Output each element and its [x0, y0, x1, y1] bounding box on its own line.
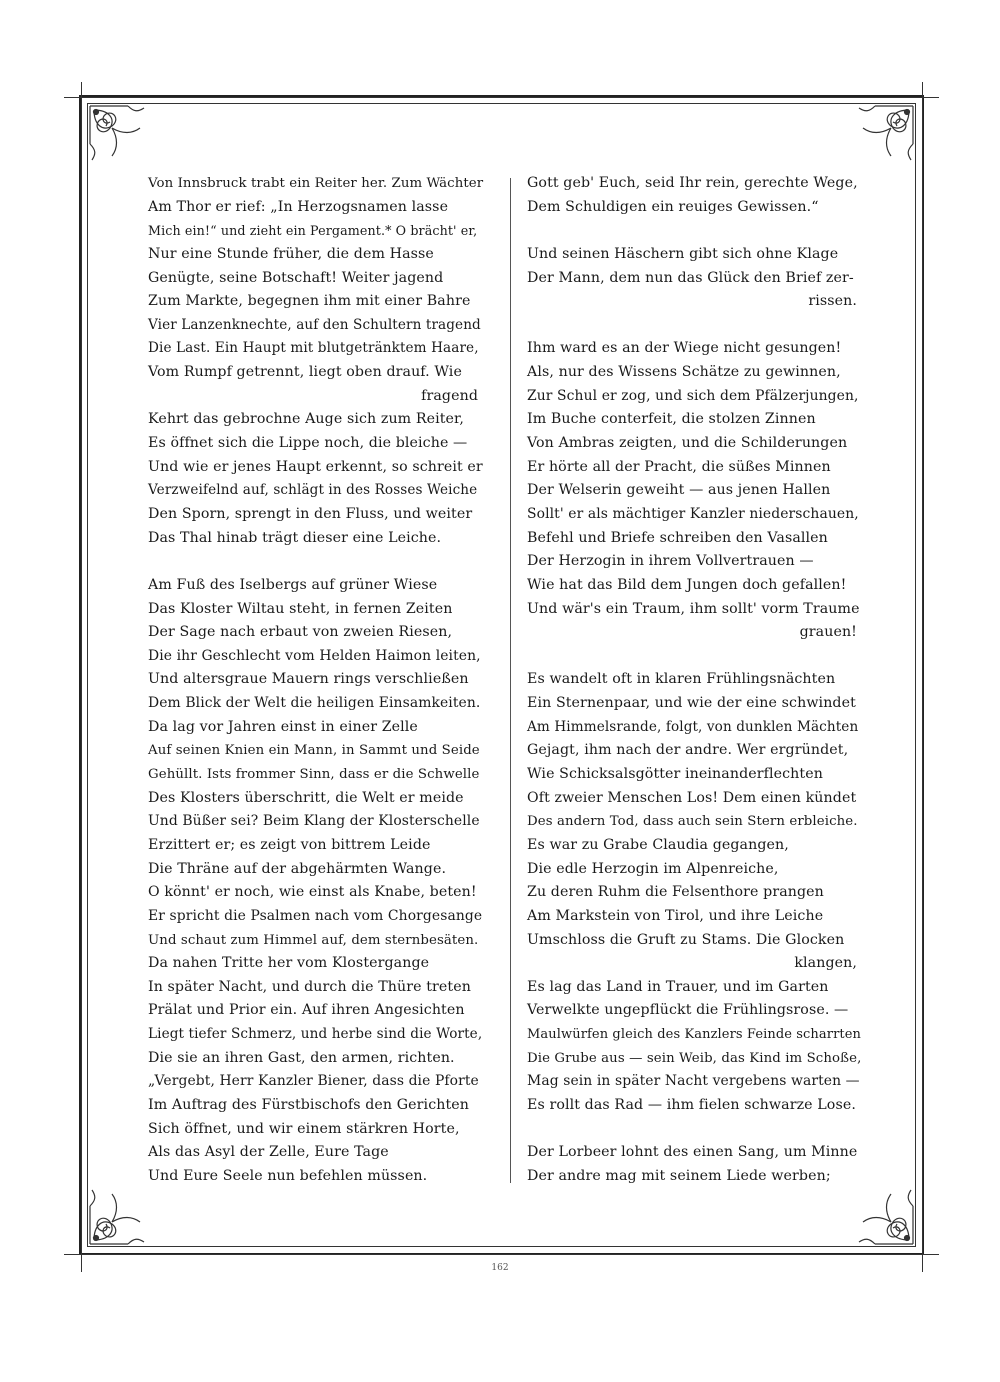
border-top-extension	[64, 97, 939, 98]
verse-line: Umschloss die Gruft zu Stams. Die Glocken	[527, 931, 845, 948]
verse-line: Der Herzogin in ihrem Vollvertrauen —	[527, 553, 814, 570]
verse-line: O könnt' er noch, wie einst als Knabe, beten!	[148, 884, 477, 901]
verse-line: Und wie er jenes Haupt erkennt, so schreit er	[148, 458, 483, 475]
verse-line: grauen!	[799, 624, 857, 641]
verse-line: Liegt tiefer Schmerz, und herbe sind die Worte,	[148, 1026, 483, 1043]
verse-line: Der andre mag mit seinem Liede werben;	[527, 1167, 831, 1184]
stanza-gap	[148, 550, 478, 574]
verse-line: Die edle Herzogin im Alpenreiche,	[527, 860, 779, 877]
verse-line: Im Buche conterfeit, die stolzen Zinnen	[527, 411, 816, 428]
verse-line: Dem Blick der Welt die heiligen Einsamkeiten.	[148, 695, 481, 712]
verse-line: Es rollt das Rad — ihm fielen schwarze Lose.	[527, 1096, 856, 1113]
column-divider	[510, 178, 511, 1183]
verse-line: Oft zweier Menschen Los! Dem einen kündet	[527, 789, 857, 806]
stanza-gap	[527, 645, 857, 669]
verse-line: Es lag das Land in Trauer, und im Garten	[527, 978, 829, 995]
verse-line: Zur Schul er zog, und sich dem Pfälzerjungen,	[527, 387, 859, 404]
verse-line: In später Nacht, und durch die Thüre treten	[148, 978, 471, 995]
verse-line: Verwelkte ungepflückt die Frühlingsrose. —	[527, 1002, 849, 1019]
verse-line: Die Thräne auf der abgehärmten Wange.	[148, 860, 447, 877]
verse-line: Mag sein in später Nacht vergebens warten —	[527, 1073, 860, 1090]
corner-ornament-top-right	[845, 104, 915, 174]
stanza-gap	[527, 1118, 857, 1142]
verse-line: Und Eure Seele nun befehlen müssen.	[148, 1167, 428, 1184]
verse-line: fragend	[421, 387, 478, 404]
stanza-gap	[527, 314, 857, 338]
verse-line: Im Auftrag des Fürstbischofs den Gerichten	[148, 1096, 470, 1113]
verse-line: Am Thor er rief: „In Herzogsnamen lasse	[148, 198, 449, 215]
verse-line: Und wär's ein Traum, ihm sollt' vorm Traume	[527, 600, 860, 617]
verse-line: Der Welserin geweiht — aus jenen Hallen	[527, 482, 831, 499]
verse-line: Er hörte all der Pracht, die süßes Minnen	[527, 458, 831, 475]
verse-line: Sich öffnet, und wir einem stärkren Horte,	[148, 1120, 460, 1137]
stanza-gap	[527, 219, 857, 243]
verse-line: Von Ambras zeigten, und die Schilderungen	[527, 435, 848, 452]
verse-line: Er spricht die Psalmen nach vom Chorgesange	[148, 907, 483, 924]
verse-line: „Vergebt, Herr Kanzler Biener, dass die Pforte	[148, 1073, 479, 1090]
verse-line: Das Thal hinab trägt dieser eine Leiche.	[148, 529, 442, 546]
verse-line: Genügte, seine Botschaft! Weiter jagend	[148, 269, 444, 286]
verse-line: Gehüllt. Ists frommer Sinn, dass er die Schwelle	[148, 767, 480, 783]
border-left-extension	[81, 82, 82, 1272]
corner-ornament-top-left	[88, 104, 158, 174]
verse-line: Da lag vor Jahren einst in einer Zelle	[148, 718, 418, 735]
verse-line: Und schaut zum Himmel auf, dem sternbesäten.	[148, 932, 479, 948]
poem-column-left	[148, 172, 484, 1189]
verse-line: Die Last. Ein Haupt mit blutgetränktem Haare,	[148, 340, 479, 357]
poem-column-right	[527, 172, 862, 1189]
verse-line: Ein Sternenpaar, und wie der eine schwindet	[527, 695, 856, 712]
verse-line: Und seinen Häschern gibt sich ohne Klage	[527, 245, 839, 262]
verse-line: klangen,	[794, 955, 857, 972]
verse-line: Ihm ward es an der Wiege nicht gesungen!	[527, 340, 842, 357]
verse-line: Es war zu Grabe Claudia gegangen,	[527, 836, 789, 853]
verse-line: Auf seinen Knien ein Mann, in Sammt und Seide	[148, 743, 480, 759]
verse-line: Da nahen Tritte her vom Klostergange	[148, 955, 430, 972]
verse-line: Gejagt, ihm nach der andre. Wer ergründet,	[527, 742, 849, 759]
verse-line: Als das Asyl der Zelle, Eure Tage	[148, 1144, 389, 1161]
verse-line: Und altersgraue Mauern rings verschließen	[148, 671, 469, 688]
verse-line: Wie hat das Bild dem Jungen doch gefallen!	[527, 576, 847, 593]
verse-line: Es öffnet sich die Lippe noch, die bleiche —	[148, 435, 468, 452]
verse-line: Gott geb' Euch, seid Ihr rein, gerechte Wege,	[527, 175, 858, 191]
verse-line: Und Büßer sei? Beim Klang der Klosterschelle	[148, 813, 480, 830]
verse-line: Der Sage nach erbaut von zweien Riesen,	[148, 624, 453, 641]
verse-line: Prälat und Prior ein. Auf ihren Angesichten	[148, 1002, 465, 1019]
verse-line: Von Innsbruck trabt ein Reiter her. Zum Wächter	[148, 176, 484, 191]
verse-line: Zu deren Ruhm die Felsenthore prangen	[527, 884, 824, 901]
verse-line: Der Mann, dem nun das Glück den Brief zer-	[527, 269, 854, 286]
verse-line: Die Grube aus — sein Weib, das Kind im Schoße,	[527, 1050, 862, 1066]
page-number: 162	[491, 1263, 509, 1273]
verse-line: Des andern Tod, dass auch sein Stern erbleiche.	[527, 814, 858, 830]
verse-line: Maulwürfen gleich des Kanzlers Feinde scharrten	[527, 1027, 861, 1043]
verse-line: Des Klosters überschritt, die Welt er meide	[148, 789, 464, 806]
verse-line: Wie Schicksalsgötter ineinanderflechten	[527, 766, 823, 783]
verse-line: Mich ein!“ und zieht ein Pergament.* O brächt' er,	[148, 223, 478, 239]
verse-line: Befehl und Briefe schreiben den Vasallen	[527, 529, 828, 546]
verse-line: Am Himmelsrande, folgt, von dunklen Mächten	[527, 718, 859, 735]
verse-line: Nur eine Stunde früher, die dem Hasse	[148, 245, 434, 262]
verse-line: Am Fuß des Iselbergs auf grüner Wiese	[148, 576, 438, 593]
verse-line: Der Lorbeer lohnt des einen Sang, um Minne	[527, 1144, 858, 1161]
border-right-extension	[922, 82, 923, 1272]
verse-line: Vom Rumpf getrennt, liegt oben drauf. Wie	[148, 364, 462, 381]
verse-line: Sollt' er als mächtiger Kanzler niederschauen,	[527, 505, 859, 522]
verse-line: Am Markstein von Tirol, und ihre Leiche	[527, 907, 824, 924]
verse-line: Als, nur des Wissens Schätze zu gewinnen,	[527, 364, 841, 381]
verse-line: Das Kloster Wiltau steht, in fernen Zeiten	[148, 600, 453, 617]
verse-line: Erzittert er; es zeigt von bittrem Leide	[148, 836, 431, 853]
verse-line: Den Sporn, sprengt in den Fluss, und weiter	[148, 505, 473, 522]
verse-line: Es wandelt oft in klaren Frühlingsnächten	[527, 671, 836, 688]
verse-line: Vier Lanzenknechte, auf den Schultern tragend	[148, 316, 481, 333]
border-bottom-extension	[64, 1254, 939, 1255]
verse-line: Verzweifelnd auf, schlägt in des Rosses Weiche	[148, 482, 478, 499]
verse-line: Die sie an ihren Gast, den armen, richten.	[148, 1049, 455, 1066]
verse-line: Kehrt das gebrochne Auge sich zum Reiter,	[148, 411, 464, 428]
verse-line: Zum Markte, begegnen ihm mit einer Bahre	[148, 293, 471, 310]
verse-line: Dem Schuldigen ein reuiges Gewissen.“	[527, 198, 819, 215]
verse-line: Die ihr Geschlecht vom Helden Haimon leiten,	[148, 647, 481, 664]
verse-line: rissen.	[808, 293, 857, 310]
